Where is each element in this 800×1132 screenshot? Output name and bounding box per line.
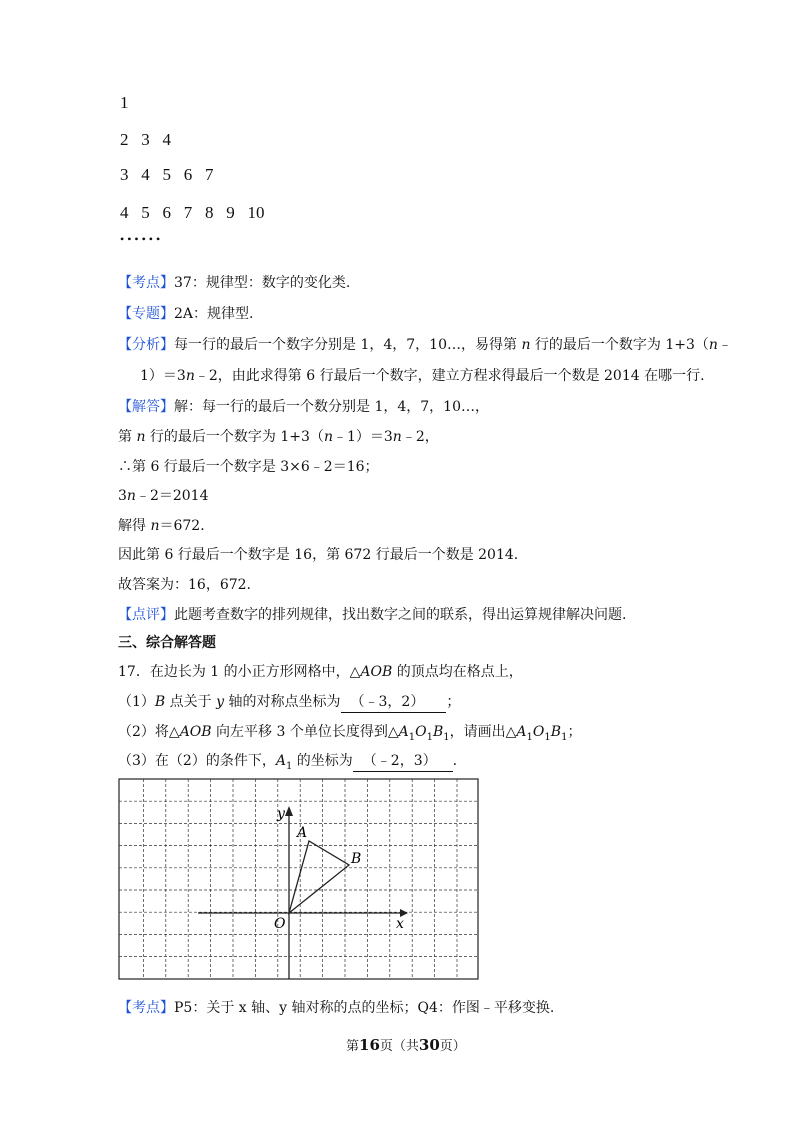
triangle-name: AOB xyxy=(360,664,393,680)
var-n: n xyxy=(521,337,531,353)
subscript: 1 xyxy=(443,731,450,743)
footer-text-b: 页（共 xyxy=(379,1039,419,1054)
kaodian-text: 37：规律型：数字的变化类. xyxy=(174,275,351,291)
subscript: 1 xyxy=(526,731,533,743)
jieda-line-6: 因此第 6 行最后一个数字是 16，第 672 行最后一个数是 2014. xyxy=(118,547,519,563)
q17-p1-a: （1） xyxy=(118,694,155,710)
q17-p2-end: ； xyxy=(567,724,582,740)
jieda-text-2d: ﹣2， xyxy=(401,429,439,445)
jieda-text-2b: 行的最后一个数字为 1+3（ xyxy=(145,429,324,445)
kaodian-tag: 【考点】 xyxy=(118,275,174,291)
q17-part-3 xyxy=(118,751,457,777)
var-y: y xyxy=(216,694,225,710)
q17-p1-end: ； xyxy=(446,694,461,710)
page-footer xyxy=(346,1035,466,1054)
q17-part-2 xyxy=(118,722,581,748)
triangle-row-3: 3 4 5 6 7 xyxy=(120,165,214,184)
jieda-line-1 xyxy=(118,397,489,417)
zhuanti-text: 2A：规律型. xyxy=(174,306,254,322)
var-n: n xyxy=(150,518,160,534)
q17-stem-b: 的顶点均在格点上， xyxy=(392,664,523,680)
jieda-line-7: 故答案为：16，672. xyxy=(118,577,251,593)
dianping-line xyxy=(118,605,626,625)
var-n: n xyxy=(392,429,402,445)
zhuanti-tag: 【专题】 xyxy=(118,306,174,322)
fenxi-line-1 xyxy=(118,335,732,355)
q17-stem xyxy=(118,662,523,682)
subscript: 1 xyxy=(561,731,568,743)
q17-p3-a: （3）在（2）的条件下， xyxy=(118,753,276,769)
label-point-a: A xyxy=(297,825,308,841)
jieda-text-2c: ﹣1）＝3 xyxy=(332,429,393,445)
jieda-text-4a: 3 xyxy=(118,488,127,504)
q17-p1-c: 轴的对称点坐标为 xyxy=(224,694,341,710)
fenxi-text-2a: 1）＝3 xyxy=(140,368,186,384)
footer-page-number: 16 xyxy=(359,1036,380,1054)
var-O: O xyxy=(532,724,545,740)
var-n: n xyxy=(708,337,718,353)
q17-p3-answer: （﹣2，3） xyxy=(353,751,453,772)
section-title: 三、综合解答题 xyxy=(118,635,216,651)
fenxi-tag: 【分析】 xyxy=(118,337,174,353)
q17-p2-b: 向左平移 3 个单位长度得到△ xyxy=(211,724,399,740)
triangle-row-1: 1 xyxy=(120,93,129,112)
coordinate-grid-figure xyxy=(118,774,483,984)
var-n: n xyxy=(136,429,146,445)
jieda-line-3: ∴第 6 行最后一个数字是 3×6﹣2＝16； xyxy=(118,459,379,475)
jieda-text-2a: 第 xyxy=(118,429,137,445)
var-B: B xyxy=(154,694,166,710)
jieda-text-4b: ﹣2＝2014 xyxy=(135,488,209,504)
subscript: 1 xyxy=(426,731,433,743)
jieda-text-5a: 解得 xyxy=(118,518,151,534)
var-A: A xyxy=(275,753,286,769)
triangle-name: AOB xyxy=(179,724,212,740)
fenxi-text-1a: 每一行的最后一个数字分别是 1，4，7，10…，易得第 xyxy=(174,337,522,353)
q17-p3-end: . xyxy=(452,753,458,769)
jieda-line-5 xyxy=(118,516,205,536)
jieda-text-1: 解：每一行的最后一个数分别是 1，4，7，10…， xyxy=(174,399,489,415)
y-axis-arrow xyxy=(285,806,293,816)
var-B: B xyxy=(432,724,444,740)
label-point-b: B xyxy=(351,851,362,867)
label-x: x xyxy=(396,916,404,932)
fenxi-text-2b: ﹣2，由此求得第 6 行最后一个数字，建立方程求得最后一个数是 2014 在哪一行. xyxy=(194,368,705,384)
jieda-tag: 【解答】 xyxy=(118,399,174,415)
dianping-text: 此题考查数字的排列规律，找出数字之间的联系，得出运算规律解决问题. xyxy=(174,607,627,623)
q17-part-1 xyxy=(118,692,460,713)
var-B: B xyxy=(550,724,562,740)
footer-text-a: 第 xyxy=(346,1039,360,1054)
fenxi-text-1b: 行的最后一个数字为 1+3（ xyxy=(530,337,709,353)
q17-p2-c: ，请画出△ xyxy=(449,724,517,740)
kaodian2-line xyxy=(118,998,554,1018)
q17-stem-a: 17．在边长为 1 的小正方形网格中，△ xyxy=(118,664,361,680)
q17-p1-answer: （﹣3，2） xyxy=(341,692,447,713)
var-n: n xyxy=(126,488,136,504)
jieda-line-4 xyxy=(118,486,209,506)
dianping-tag: 【点评】 xyxy=(118,607,174,623)
subscript: 1 xyxy=(544,731,551,743)
triangle-ellipsis: • • • • • • xyxy=(120,232,161,246)
var-O: O xyxy=(415,724,427,740)
triangle-row-4: 4 5 6 7 8 9 10 xyxy=(120,203,265,222)
subscript: 1 xyxy=(285,760,293,772)
var-n: n xyxy=(323,429,333,445)
jieda-line-2 xyxy=(118,427,439,447)
triangle-row-2: 2 3 4 xyxy=(120,130,171,149)
q17-p2-a: （2）将△ xyxy=(118,724,180,740)
var-n: n xyxy=(185,368,195,384)
label-origin: O xyxy=(274,916,286,932)
q17-p3-b: 的坐标为 xyxy=(292,753,353,769)
kaodian2-text: P5：关于 x 轴、y 轴对称的点的坐标；Q4：作图﹣平移变换. xyxy=(174,1000,555,1016)
q17-p1-b: 点关于 xyxy=(165,694,217,710)
subscript: 1 xyxy=(408,731,416,743)
var-A: A xyxy=(516,724,527,740)
label-y: y xyxy=(277,806,285,822)
footer-total-pages: 30 xyxy=(418,1036,440,1054)
footer-text-c: 页） xyxy=(439,1039,466,1054)
fenxi-line-2 xyxy=(140,366,705,386)
jieda-text-5b: ＝672. xyxy=(159,518,205,534)
fenxi-text-1c: ﹣ xyxy=(717,337,732,353)
zhuanti-line xyxy=(118,304,253,324)
kaodian2-tag: 【考点】 xyxy=(118,1000,174,1016)
kaodian-line xyxy=(118,273,350,293)
triangle-aob xyxy=(289,841,349,913)
var-A: A xyxy=(398,724,409,740)
